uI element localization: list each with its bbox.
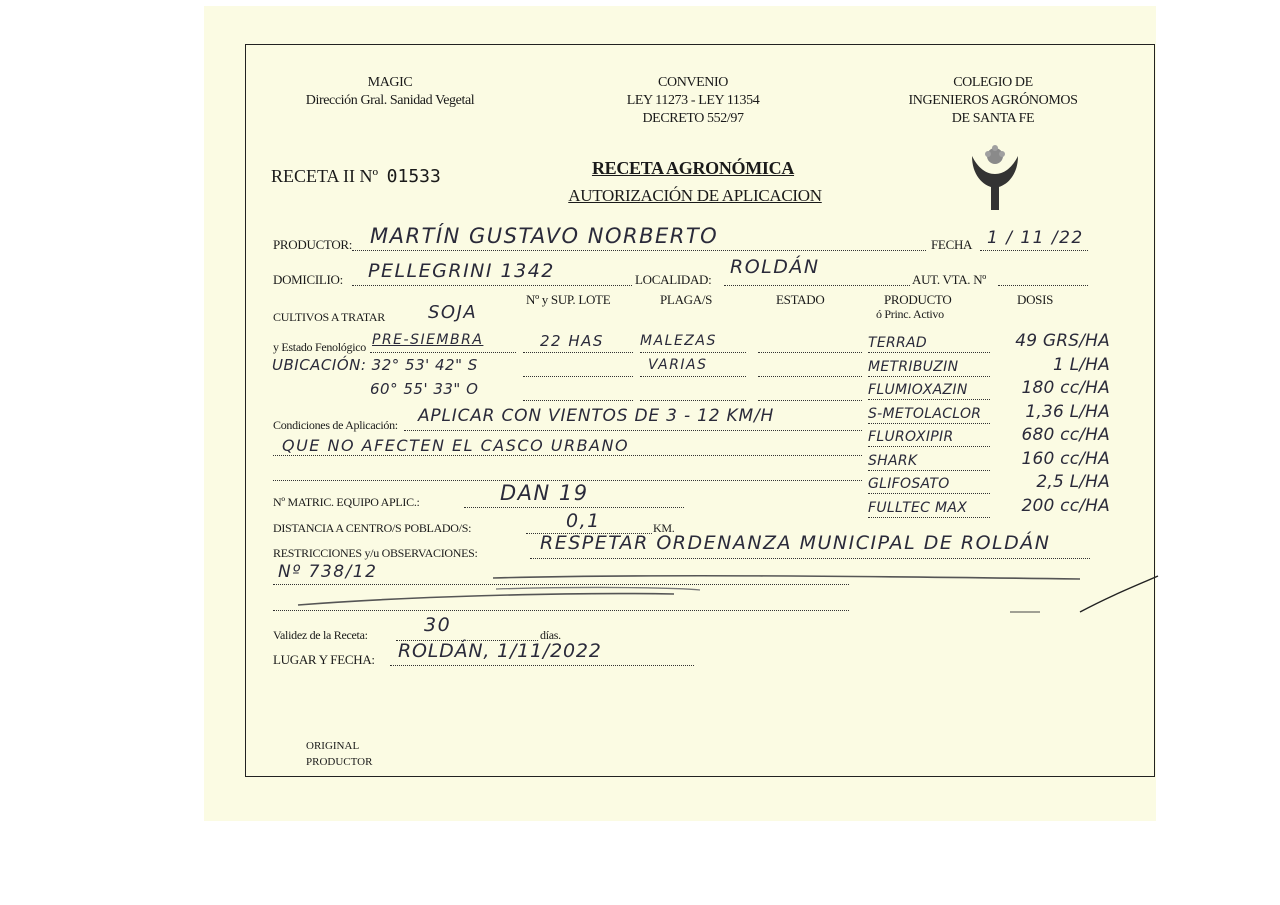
- header-left-line-2: Dirección Gral. Sanidad Vegetal: [305, 93, 475, 108]
- dosis-value: 180 cc/HA: [1021, 378, 1110, 398]
- plagas-header: PLAGA/S: [660, 292, 713, 307]
- header-center-line-3: DECRETO 552/97: [642, 111, 744, 126]
- restricciones-value-2: Nº 738/12: [278, 562, 378, 582]
- dosis-value: 49 GRS/HA: [1015, 331, 1110, 351]
- dias-label: días.: [540, 628, 561, 642]
- sup-lote-header: Nº y SUP. LOTE: [526, 292, 611, 307]
- validez-value: 30: [424, 614, 452, 636]
- footer-line-1: ORIGINAL: [306, 740, 360, 752]
- receta-label: RECETA II Nº: [271, 166, 379, 186]
- producto-value: SHARK: [868, 452, 990, 471]
- estado-fenologico-label: y Estado Fenológico: [273, 340, 366, 354]
- restricciones-label: RESTRICCIONES y/u OBSERVACIONES:: [273, 546, 478, 560]
- producto-header: PRODUCTO: [884, 292, 952, 307]
- receta-number: 01533: [386, 166, 441, 187]
- producto-value: GLIFOSATO: [868, 475, 990, 494]
- producto-value: TERRAD: [868, 334, 990, 353]
- dosis-value: 1,36 L/HA: [1025, 401, 1110, 422]
- lugar-fecha-label: LUGAR Y FECHA:: [273, 652, 375, 667]
- condiciones-value-2: QUE NO AFECTEN EL CASCO URBANO: [282, 436, 630, 455]
- plaga-value-1: MALEZAS: [640, 333, 717, 349]
- ubicacion-value-2: 60° 55' 33" O: [370, 380, 479, 398]
- header-center-line-2: LEY 11273 - LEY 11354: [626, 93, 760, 108]
- localidad-label: LOCALIDAD:: [635, 272, 712, 287]
- dosis-value: 2,5 L/HA: [1036, 472, 1110, 492]
- dosis-value: 1 L/HA: [1052, 354, 1110, 375]
- matric-label: Nº MATRIC. EQUIPO APLIC.:: [273, 495, 420, 509]
- header-right-line-2: INGENIEROS AGRÓNOMOS: [908, 93, 1078, 108]
- producto-value: METRIBUZIN: [868, 358, 990, 377]
- domicilio-label: DOMICILIO:: [273, 272, 343, 287]
- dosis-header: DOSIS: [1017, 292, 1054, 307]
- fecha-label: FECHA: [931, 237, 973, 252]
- princ-activo-header: ó Princ. Activo: [876, 307, 944, 321]
- condiciones-value-1: APLICAR CON VIENTOS DE 3 - 12 KM/H: [418, 406, 775, 426]
- producto-value: S-METOLACLOR: [868, 405, 990, 424]
- footer-line-2: PRODUCTOR: [306, 756, 373, 768]
- header-center-line-1: CONVENIO: [658, 75, 728, 90]
- domicilio-value: PELLEGRINI 1342: [368, 260, 555, 282]
- localidad-value: ROLDÁN: [730, 256, 820, 278]
- receta-title: RECETA AGRONÓMICA: [591, 158, 795, 178]
- km-label: KM.: [653, 521, 675, 535]
- lugar-fecha-line: [390, 665, 694, 666]
- receta-subtitle: AUTORIZACIÓN DE APLICACION: [568, 186, 822, 205]
- dosis-value: 200 cc/HA: [1021, 495, 1110, 516]
- header-right-line-3: DE SANTA FE: [951, 111, 1035, 126]
- dosis-value: 160 cc/HA: [1021, 448, 1110, 469]
- header-left-line-1: MAGIC: [367, 75, 413, 90]
- producto-value: FLUMIOXAZIN: [868, 381, 990, 400]
- validez-label: Validez de la Receta:: [273, 628, 368, 642]
- producto-value: FLUROXIPIR: [868, 428, 990, 447]
- distancia-label: DISTANCIA A CENTRO/S POBLADO/S:: [273, 521, 472, 535]
- condiciones-label: Condiciones de Aplicación:: [273, 418, 398, 432]
- fecha-value: 1 / 11 /22: [987, 228, 1084, 248]
- header-right-line-1: COLEGIO DE: [953, 75, 1033, 90]
- productor-value: MARTÍN GUSTAVO NORBERTO: [370, 224, 719, 248]
- sup-lote-value: 22 HAS: [540, 332, 604, 350]
- restricciones-value-1: RESPETAR ORDENANZA MUNICIPAL DE ROLDÁN: [540, 532, 1051, 554]
- plaga-value-2: VARIAS: [648, 357, 708, 373]
- producto-value: FULLTEC MAX: [868, 499, 990, 518]
- matric-value: DAN 19: [500, 481, 589, 505]
- estado-fenologico-value: PRE-SIEMBRA: [372, 332, 484, 348]
- cultivo-value: SOJA: [428, 302, 478, 323]
- estado-header: ESTADO: [776, 292, 825, 307]
- productor-label: PRODUCTOR:: [273, 237, 353, 252]
- cultivos-label: CULTIVOS A TRATAR: [273, 310, 385, 324]
- dosis-value: 680 cc/HA: [1021, 425, 1110, 445]
- distancia-value: 0,1: [566, 510, 601, 532]
- aut-vta-label: AUT. VTA. Nº: [912, 272, 987, 287]
- lugar-fecha-value: ROLDÁN, 1/11/2022: [398, 640, 602, 662]
- ubicacion-value-1: UBICACIÓN: 32° 53' 42" S: [272, 356, 478, 374]
- footer-copy-label: [306, 738, 372, 770]
